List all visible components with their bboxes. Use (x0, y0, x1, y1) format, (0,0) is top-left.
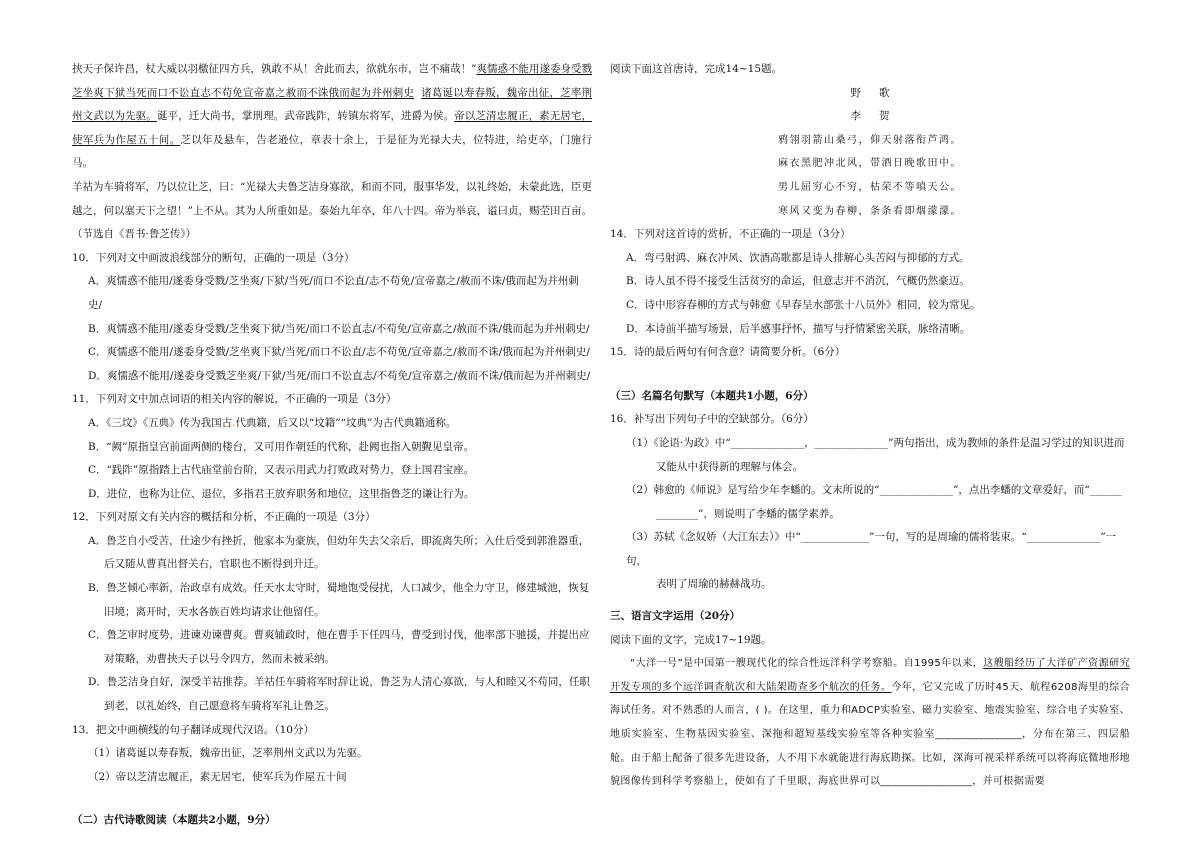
underlined-sentence-2: 使军兵为作屋五十间。 (72, 133, 181, 146)
wavy-underlined-text: 爽懦惑不能用遂委身受 (476, 63, 582, 75)
q10-option-d[interactable]: D．爽懦惑不能用/遂委身受戮芝坐爽/下狱/当死/而口不讼直志/不苟免/宣帝嘉之/赦而不诛/俄而起为并州刺史/ (88, 369, 591, 382)
q12-option-c-cont[interactable]: 对策略，劝曹挟天子以号令四方，然而未被采纳。 (104, 652, 335, 665)
emphasis-dot: . (232, 416, 236, 429)
fill-blank[interactable]: ______________ (879, 484, 954, 497)
q16-text: ”两句指出，成为教师的条件是温习学过的知识进而 (888, 436, 1125, 449)
section-famous-lines-heading: （三）名篇名句默写（本题共1小题，6分） (610, 389, 814, 402)
passage-text: ，分布在第三、四层船舱。由于船上配备了很多先进设备，人不用下水就能进行海底勘探。比如，深海可视采样系统可以将海底微地形地貌图像传到科学考察船上，使如有了千里眼，海底世界可以 (610, 729, 1131, 788)
fill-blank[interactable]: _____________ (800, 531, 870, 544)
q16-text: （1）《论语·为政》中“ (626, 436, 731, 449)
passage-text: 芝以年及悬车，告老逊位，章表十余上，于是征为光禄大夫，位特进，给吏卒，门施行马。 (72, 133, 593, 170)
passage-text: 今年，它又完成了历时45天、航程6208海里的综合海试任务。对不熟悉的人而言，( )。在这里，重力和ADCP实验室、磁力实验室、地震实验室、综合电子实验室、地质实验室、生物基因实验室、深拖和超短基线实验室等各种实验室 (610, 681, 1130, 741)
spacer (72, 789, 592, 809)
q12-option-a[interactable]: A．鲁芝自小受苦，仕途少有挫折，他家本为豪族，但幼年失去父亲后，即流离失所；入仕后受到郭淮器重， (88, 534, 590, 547)
q14-option-d[interactable]: D．本诗前半描写场景，后半感事抒怀，描写与抒情紧密关联，脉络清晰。 (626, 322, 971, 335)
fill-blank[interactable]: ______ (1089, 484, 1122, 497)
question-14-stem: 14．下列对这首诗的赏析，不正确的一项是（3分） (610, 228, 851, 241)
q11-option-b[interactable]: B．“阙”原指皇宫前面两侧的楼台，又可用作朝廷的代称，赴阙也指入朝觐见皇帝。 (88, 440, 474, 453)
q12-option-c[interactable]: C．鲁芝审时度势，进谏劝谏曹爽。曹爽辅政时，他在曹手下任四马，曹受到讨伐，他率部下驰援，并提出应 (88, 629, 590, 642)
q16-text: ”一句， (626, 531, 1117, 567)
question-13-stem: 13．把文中画横线的句子翻译成现代汉语。（10分） (72, 723, 314, 736)
left-column (72, 58, 592, 833)
passage-text: ，并可根据需要 (972, 776, 1046, 788)
q11-option-a-text: A．《三坟》《五典》传为我国古 (88, 416, 233, 429)
q16-item-3 (610, 526, 1130, 573)
poem-line: 鸦翎羽箭山桑弓，仰天射落衔芦鸿。 (778, 134, 962, 146)
section-language-heading: 三、语言文字运用（20分） (610, 610, 741, 623)
wavy-underlined-text: 戮芝坐爽下狱当死而口不讼直志不苟免宣帝嘉之赦而不诛俄而起为并州刺史 (72, 63, 592, 99)
passage-paragraph-2: 羊祜为车骑将军，乃以位让芝，曰：“光禄大夫鲁芝洁身寡欲，和而不同，服事华发，以礼终始，未蒙此选，臣更越之，何以塞天下之望！”上不从。其为人所重如是。泰始九年卒，年八十四。帝为举哀，谥曰贞，赐茔田百亩。（节选自《晋书·鲁芝传》） (72, 180, 592, 241)
fill-blank[interactable]: _________________ (880, 776, 973, 788)
question-10-stem: 10．下列对文中画波浪线部分的断句，正确的一项是（3分） (72, 251, 355, 264)
q10-option-c[interactable]: C．爽懦惑不能用/遂委身受戮/芝坐爽下狱/当死/而口不讼直/志不苟免/宣帝嘉之/赦而不诛/俄而起为并州刺史/ (88, 346, 590, 359)
q13-item-1: （1）诸葛诞以寿春叛，魏帝出征，芝率荆州文武以为先驱。 (88, 747, 368, 760)
passage-paragraph-1 (72, 58, 592, 176)
q16-text: （2）韩愈的《师说》是写给少年李蟠的。文末所说的“ (626, 484, 880, 497)
spacer (610, 365, 1130, 385)
q16-text: ”一句，写的是周瑜的儒将装束。“ (869, 531, 1027, 544)
question-12-stem: 12．下列对原文有关内容的概括和分析，不正确的一项是（3分） (72, 511, 376, 524)
q16-text: ”，点出李蟠的文章爱好，而“ (953, 484, 1090, 497)
right-column (610, 58, 1130, 794)
underlined-sentence: 这艘船经历了大洋矿产资源研究开发专项的多个远洋调查航次和大陆架勘查多个航次的任务。 (610, 658, 1130, 693)
question-16-stem: 16．补写出下列句子中的空缺部分。（6分） (610, 413, 814, 426)
fill-blank[interactable]: ______________ (730, 436, 805, 449)
language-passage (610, 652, 1130, 794)
q12-option-b-cont[interactable]: 旧境；离开时，天水各族百姓均请求让他留任。 (104, 605, 325, 618)
q11-option-a-text: 代典籍，后又以“坟籍”“坟典”为古代典籍通称。 (235, 416, 457, 429)
q16-item-2 (610, 479, 1130, 503)
fill-blank[interactable]: ______________ (1026, 531, 1101, 544)
question-11-stem: 11．下列对文中加点词语的相关内容的解说，不正确的一项是（3分） (72, 393, 397, 406)
fill-blank[interactable]: ______________ (814, 436, 889, 449)
q14-option-b[interactable]: B．诗人虽不得不接受生活贫穷的命运，但意志并不消沉，气概仍然豪迈。 (626, 275, 970, 288)
q16-item-1 (610, 432, 1130, 456)
spacer (610, 597, 1130, 605)
q12-option-d[interactable]: D．鲁芝洁身自好，深受羊祜推荐。羊祜任车骑将军时辞让说，鲁芝为人清心寡欲，与人和睦又不苟同，任职 (88, 676, 590, 689)
passage-text: 诞平，迁大尚书，掌刑理。武帝践阼，转镇东将军，进爵为侯。 (156, 110, 455, 123)
underlined-sentence-1: 诸葛诞以寿春叛，魏帝出征，芝率 (421, 86, 582, 99)
poem-title: 野歌 (850, 86, 908, 99)
fill-blank[interactable]: ________ (656, 507, 698, 520)
q16-item-1-cont: 又能从中获得新的理解与体会。 (656, 460, 803, 473)
q14-option-c[interactable]: C．诗中形容春柳的方式与韩愈《早春呈水部张十八员外》相同，较为常见。 (626, 298, 981, 311)
q10-option-a[interactable]: A．爽懦惑不能用/遂委身受戮/芝坐爽/下狱/当死/而口不讼直/志不苟免/宣帝嘉之/赦而不诛/俄而起为并州刺史/ (88, 275, 579, 311)
q11-option-d[interactable]: D．进位，也称为让位、退位，多指君王放弃职务和地位，这里指鲁芝的谦让行为。 (88, 487, 475, 500)
poem-line: 寒风又变为春柳，条条看即烟濛濛。 (778, 205, 962, 217)
q14-option-a[interactable]: A．弯弓射鸿、麻衣冲风、饮酒高歌都是诗人排解心头苦闷与抑郁的方式。 (626, 251, 970, 264)
poem-intro: 阅读下面这首唐诗，完成14~15题。 (610, 63, 783, 75)
q10-option-b[interactable]: B．爽懦惑不能用/遂委身受戮/芝坐爽下狱/当死/而口不讼直志/不苟免/宣帝嘉之/赦而不诛/俄而起为并州刺史/ (88, 322, 590, 335)
poem-author: 李贺 (850, 110, 908, 123)
q16-item-2-cont (610, 503, 1130, 527)
q13-item-2: （2）帝以芝清忠履正，素无居宅，使军兵为作屋五十间 (88, 770, 347, 783)
passage-text: 挟天子保许昌，杖大威以羽檄征四方兵，孰敢不从！舍此而去，欲就东市，岂不痛哉！” (72, 63, 477, 75)
q12-option-d-cont[interactable]: 到老，以礼始终，自己愿意将车骑将军礼让鲁芝。 (104, 700, 335, 713)
poem-line: 麻衣黑肥冲北风，带酒日晚歌田中。 (778, 158, 962, 170)
section-ancient-poetry-heading: （二）古代诗歌阅读（本题共2小题，9分） (72, 814, 276, 827)
q16-text: （3）苏轼《念奴娇（大江东去）》中“ (626, 531, 801, 544)
poem-line: 男儿屈穷心不穷，枯荣不等嗔天公。 (778, 181, 962, 193)
q12-option-a-cont[interactable]: 后又随从曹真出督关右，官职也不断得到升迁。 (104, 558, 325, 571)
fill-blank[interactable]: ________________ (935, 729, 1022, 741)
underlined-sentence-2: 帝以芝清忠履正，素无居宅， (454, 110, 593, 123)
q11-option-a[interactable] (72, 412, 592, 436)
q16-text: ， (804, 436, 815, 449)
language-intro: 阅读下面的文字，完成17~19题。 (610, 633, 772, 646)
passage-text: “大洋一号”是中国第一艘现代化的综合性远洋科学考察船。自1995年以来， (630, 658, 984, 670)
q12-option-b[interactable]: B．鲁芝倾心率新，治政卓有成效。任天水太守时，蜀地饱受侵扰，人口减少，他全力守卫，修建城池，恢复 (88, 582, 590, 595)
question-15-stem: 15．诗的最后两句有何含意？请简要分析。（6分） (610, 346, 846, 359)
q16-item-3-cont: 表明了周瑜的赫赫战功。 (656, 578, 772, 591)
underlined-sentence-1: 荆州文武以为先驱。 (72, 86, 593, 123)
q11-option-c[interactable]: C．“践阼”原指踏上古代庙堂前台阶，又表示用武力打败政对势力，登上国君宝座。 (88, 464, 475, 477)
q16-text: ”，则说明了李蟠的儒学素养。 (698, 507, 840, 520)
